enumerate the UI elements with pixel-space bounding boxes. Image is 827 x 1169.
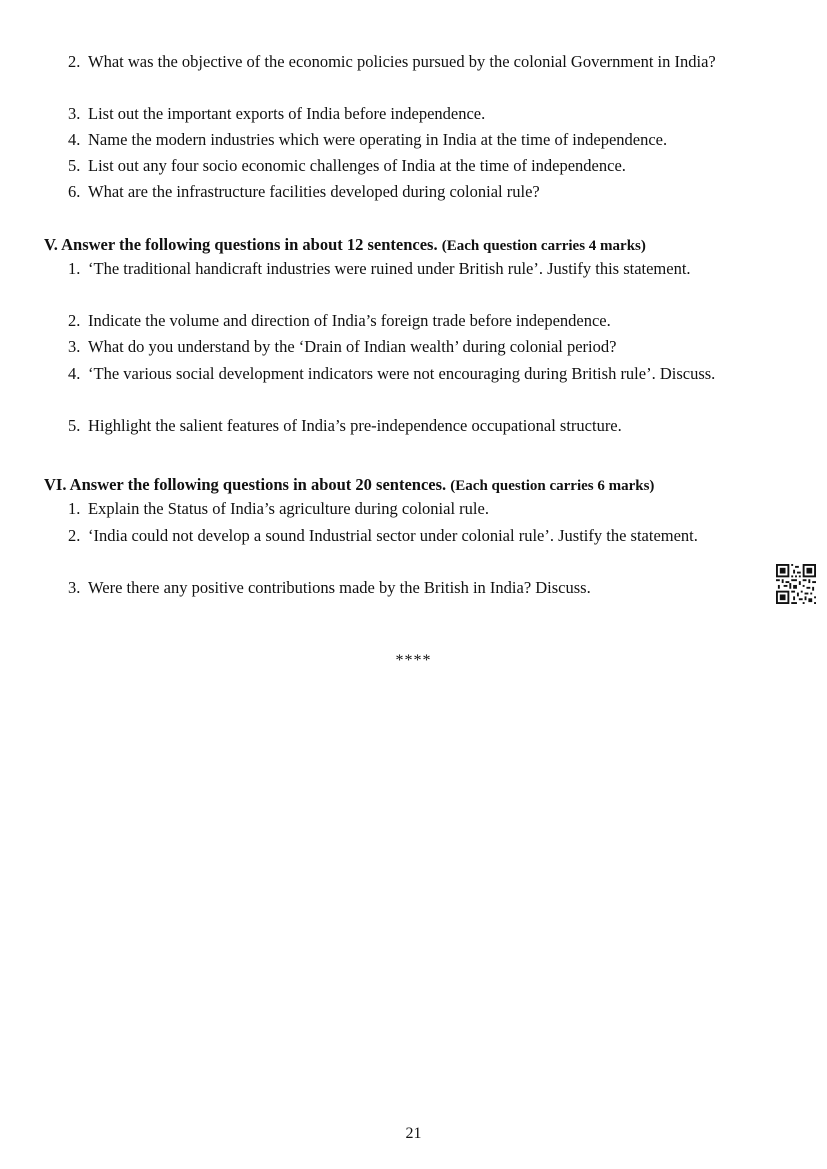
question-text: Highlight the salient features of India’s pre-independence occupational structure. bbox=[88, 416, 622, 435]
question-text: ‘The traditional handicraft industries were ruined under British rule’. Justify this statement. bbox=[88, 259, 691, 278]
question-number: 5. bbox=[68, 156, 81, 175]
question-item bbox=[68, 127, 777, 153]
question-item bbox=[68, 334, 777, 360]
question-text: List out the important exports of India before independence. bbox=[88, 104, 486, 123]
question-item bbox=[68, 256, 777, 282]
question-text: Indicate the volume and direction of India’s foreign trade before independence. bbox=[88, 311, 611, 330]
question-number: 2. bbox=[68, 526, 81, 545]
question-item bbox=[68, 49, 777, 75]
section-v-marks-note: (Each question carries 4 marks) bbox=[441, 238, 646, 254]
question-item bbox=[68, 179, 777, 205]
section-vi-marks-note: (Each question carries 6 marks) bbox=[450, 478, 655, 494]
question-number: 3. bbox=[68, 578, 81, 597]
question-text: What do you understand by the ‘Drain of Indian wealth’ during colonial period? bbox=[88, 337, 617, 356]
question-number: 1. bbox=[68, 259, 81, 278]
question-item bbox=[68, 101, 777, 127]
question-number: 4. bbox=[68, 364, 81, 383]
question-number: 1. bbox=[68, 499, 81, 518]
question-text: ‘India could not develop a sound Industrial sector under colonial rule’. Justify the statement. bbox=[88, 526, 698, 545]
question-number: 3. bbox=[68, 337, 81, 356]
question-text: Were there any positive contributions made by the British in India? Discuss. bbox=[88, 578, 591, 597]
section-vi-heading bbox=[44, 474, 784, 497]
question-item bbox=[68, 308, 777, 334]
page-number: 21 bbox=[405, 1125, 422, 1142]
section-vi-title: VI. Answer the following questions in about 20 sentences. bbox=[44, 475, 447, 494]
question-item bbox=[68, 413, 777, 439]
question-number: 5. bbox=[68, 416, 81, 435]
question-text: Name the modern industries which were operating in India at the time of independence. bbox=[88, 130, 668, 149]
question-number: 6. bbox=[68, 182, 81, 201]
question-text: ‘The various social development indicators were not encouraging during British rule’. Discuss. bbox=[88, 364, 716, 383]
question-number: 4. bbox=[68, 130, 81, 149]
question-item bbox=[68, 523, 777, 549]
question-item bbox=[68, 575, 777, 601]
question-number: 2. bbox=[68, 311, 81, 330]
question-item bbox=[68, 361, 777, 387]
question-item bbox=[68, 153, 777, 179]
question-number: 2. bbox=[68, 52, 81, 71]
question-text: What was the objective of the economic policies pursued by the colonial Government in India? bbox=[88, 52, 716, 71]
question-text: List out any four socio economic challenges of India at the time of independence. bbox=[88, 156, 626, 175]
qr-code-icon bbox=[776, 564, 816, 604]
section-v-title: V. Answer the following questions in about 12 sentences. bbox=[44, 235, 438, 254]
section-separator: **** bbox=[395, 652, 432, 669]
question-text: What are the infrastructure facilities developed during colonial rule? bbox=[88, 182, 540, 201]
question-text: Explain the Status of India’s agriculture during colonial rule. bbox=[88, 499, 489, 518]
question-item bbox=[68, 496, 777, 522]
question-number: 3. bbox=[68, 104, 81, 123]
section-v-heading bbox=[44, 234, 784, 257]
